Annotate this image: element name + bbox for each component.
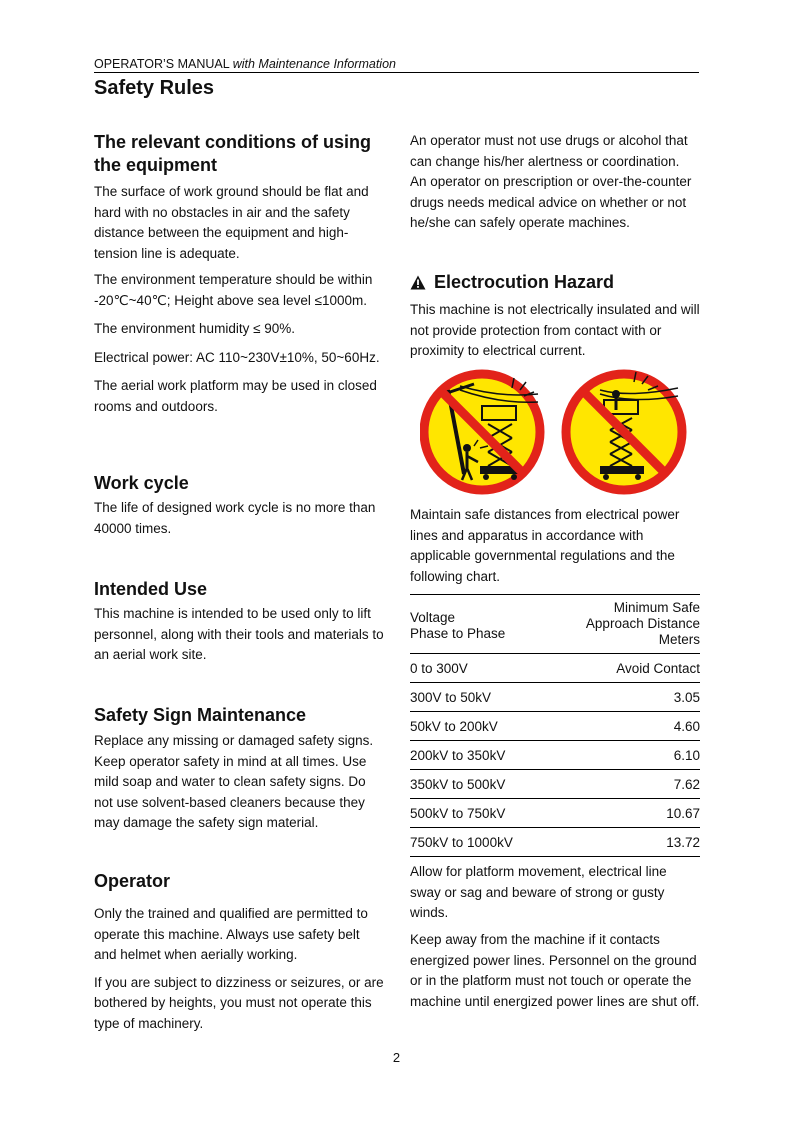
col-header-distance-line2: Approach Distance [585,616,700,631]
conditions-heading: The relevant conditions of using the equipment [94,132,372,175]
conditions-p4: Electrical power: AC 110~230V±10%, 50~60Hz. [94,349,380,365]
distances-intro: Maintain safe distances from electrical power lines and apparatus in accordance with applicable governmental regulations and the following chart. [410,507,680,584]
table-row [410,741,700,770]
keep-away-note: Keep away from the machine if it contacts energized power lines. Personnel on the ground or in the platform must not touch or operate the machine until energized power lines are shut off. [410,932,700,1009]
movement-note: Allow for platform movement, electrical line sway or sag and beware of strong or gusty winds. [410,864,667,920]
section-intended-use [94,578,384,666]
page-title: Safety Rules [94,77,215,99]
table-row [410,770,700,799]
page-number: 2 [392,1050,401,1065]
section-work-cycle [94,472,384,539]
distance-cell: 4.60 [570,712,700,741]
distance-cell: 3.05 [570,683,700,712]
drugs-p1: An operator must not use drugs or alcohol that can change his/her alertness or coordination. [410,133,688,169]
warning-triangle-icon [410,275,426,290]
intended-use-heading: Intended Use [94,579,208,599]
voltage-cell: 50kV to 200kV [410,712,570,741]
table-row [410,654,700,683]
distance-cell: 13.72 [570,828,700,857]
section-electrocution [410,272,700,362]
conditions-p1: The surface of work ground should be flat and hard with no obstacles in air and the safety distance between the equipment and high-tension line is adequate. [94,184,369,261]
table-row [410,799,700,828]
operator-p1: Only the trained and qualified are permitted to operate this machine. Always use safety belt and helmet when aerially working. [94,906,368,962]
section-operator [94,870,384,1034]
voltage-cell: 750kV to 1000kV [410,828,570,857]
no-scissor-lift-contact-power-lines-icon [566,372,682,490]
distance-cell: 10.67 [570,799,700,828]
sign-maintenance-heading: Safety Sign Maintenance [94,705,307,725]
distance-cell: Avoid Contact [570,654,700,683]
distance-cell: 7.62 [570,770,700,799]
electrocution-heading-row [410,272,700,293]
distance-cell: 6.10 [570,741,700,770]
col-header-voltage-line1: Voltage [410,610,456,625]
work-cycle-p1: The life of designed work cycle is no more than 40000 times. [94,500,376,536]
electrocution-heading: Electrocution Hazard [434,272,615,292]
col-header-distance-line3: Meters [658,632,700,647]
sign-maintenance-p1: Replace any missing or damaged safety signs. Keep operator safety in mind at all times. Use mild soap and water to clean safety signs. Do not use solvent-based cleaners because they may damage the safety sign material. [94,733,374,830]
operator-p2: If you are subject to dizziness or seizures, or are bothered by heights, you must not operate this type of machinery. [94,974,384,1031]
electrocution-p1: This machine is not electrically insulated and will not provide protection from contact with or proximity to electrical current. [410,302,700,358]
col-header-distance [586,600,700,648]
conditions-p3: The environment humidity ≤ 90%. [94,321,296,336]
manual-subtitle: with Maintenance Information [232,57,396,71]
conditions-p2: The environment temperature should be within -20℃~40℃; Height above sea level ≤1000m. [94,272,373,308]
running-header [94,57,699,73]
voltage-cell: 0 to 300V [410,654,570,683]
manual-title: OPERATOR’S MANUAL [94,57,230,71]
voltage-cell: 500kV to 750kV [410,799,570,828]
no-scissor-lift-near-power-lines-icon [424,374,540,490]
voltage-cell: 200kV to 350kV [410,741,570,770]
drugs-p2: An operator on prescription or over-the-counter drugs needs medical advice on whether or not he/she can safely operate machines. [410,174,692,230]
table-row [410,683,700,712]
col-header-voltage [410,606,505,642]
col-header-distance-line1: Minimum Safe [613,600,700,615]
table-row [410,828,700,857]
voltage-cell: 300V to 50kV [410,683,570,712]
electrocution-prohibition-signs [420,368,690,500]
table-header-row [410,595,700,654]
table-row [410,712,700,741]
section-conditions [94,131,384,417]
work-cycle-heading: Work cycle [94,473,189,493]
col-header-voltage-line2: Phase to Phase [410,626,506,641]
approach-distance-table [410,594,700,857]
conditions-p5: The aerial work platform may be used in closed rooms and outdoors. [94,378,377,414]
section-sign-maintenance [94,704,384,834]
intended-use-p1: This machine is intended to be used only to lift personnel, along with their tools and materials to an aerial work site. [94,606,384,662]
section-drugs [410,131,700,234]
voltage-cell: 350kV to 500kV [410,770,570,799]
table-body [410,654,700,857]
operator-heading: Operator [94,871,171,891]
